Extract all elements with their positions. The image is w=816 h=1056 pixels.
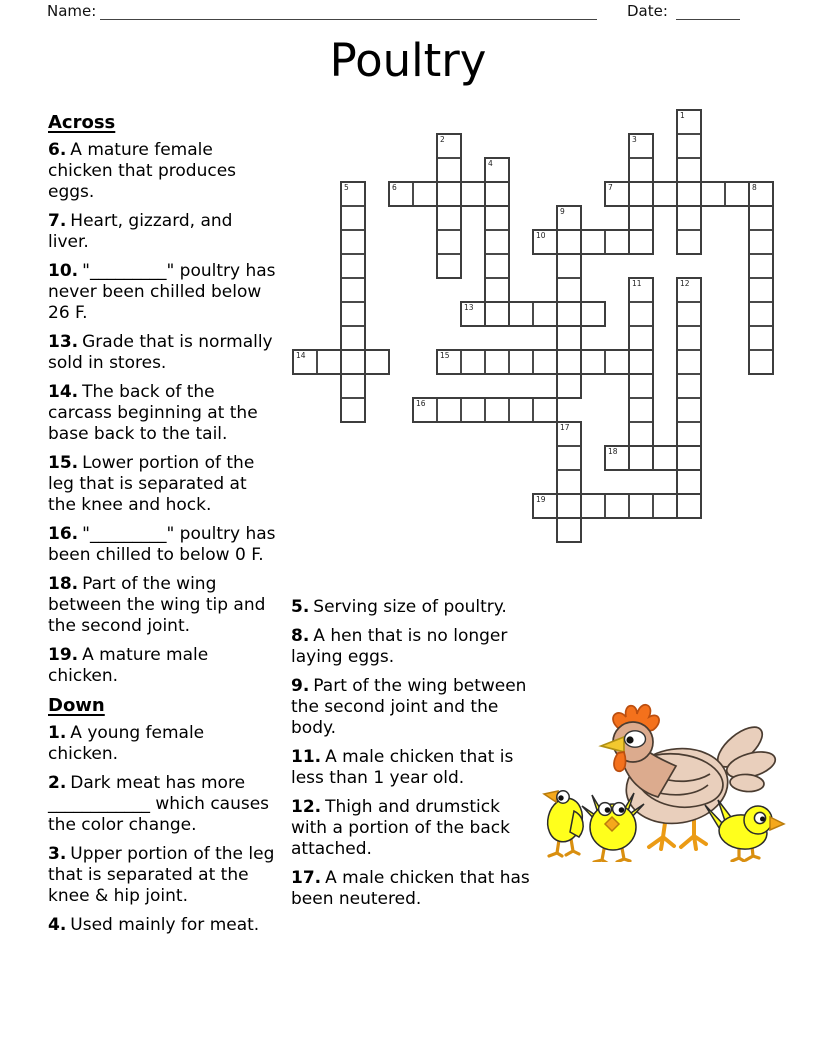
- grid-cell: [341, 206, 365, 230]
- hen-wattle: [614, 752, 626, 771]
- clue-text: Lower portion of the leg that is separated at the knee and hock.: [48, 453, 255, 515]
- grid-cell: [557, 350, 581, 374]
- grid-cell: [653, 446, 677, 470]
- grid-cell: [437, 206, 461, 230]
- clue-number: 14.: [48, 382, 79, 402]
- clue-across-18: [48, 574, 278, 637]
- clue-across-16: [48, 524, 278, 566]
- clue-down-11: [291, 747, 531, 789]
- grid-number: 12: [680, 279, 690, 288]
- grid-cell: [557, 278, 581, 302]
- grid-cell: [629, 158, 653, 182]
- hen-pupil: [626, 736, 633, 743]
- grid-number: 19: [536, 495, 546, 504]
- clue-text: Upper portion of the leg that is separated at the knee & hip joint.: [48, 844, 275, 906]
- grid-cell: [605, 494, 629, 518]
- clue-down-1: [48, 723, 278, 765]
- clue-down-8: [291, 626, 531, 668]
- grid-number: 13: [464, 303, 474, 312]
- clue-number: 8.: [291, 626, 310, 646]
- clue-down-3: [48, 844, 278, 907]
- clue-text: Used mainly for meat.: [70, 915, 260, 935]
- down-heading: Down: [48, 695, 105, 716]
- grid-number: 14: [296, 351, 306, 360]
- grid-number: 11: [632, 279, 642, 288]
- clue-number: 15.: [48, 453, 79, 473]
- grid-number: 8: [752, 183, 757, 192]
- grid-cell: [557, 230, 581, 254]
- grid-cell: [701, 182, 725, 206]
- grid-number: 7: [608, 183, 613, 192]
- grid-cell: [677, 446, 701, 470]
- grid-cell: [533, 398, 557, 422]
- grid-number: 2: [440, 135, 445, 144]
- clue-text: "_________" poultry has never been chilled below 26 F.: [48, 261, 276, 323]
- grid-cell: [557, 326, 581, 350]
- clue-text: The back of the carcass beginning at the base back to the tail.: [48, 382, 258, 444]
- chick-pupil: [558, 795, 563, 800]
- grid-cell: [677, 422, 701, 446]
- chick-pupil: [619, 807, 625, 813]
- grid-cell: [341, 302, 365, 326]
- grid-cell: [485, 254, 509, 278]
- clue-number: 13.: [48, 332, 79, 352]
- grid-cell: [485, 278, 509, 302]
- clue-down-2: [48, 773, 278, 836]
- grid-cell: [629, 422, 653, 446]
- grid-cell: [653, 182, 677, 206]
- grid-cell: [677, 494, 701, 518]
- clue-across-6: [48, 140, 278, 203]
- grid-cell: [629, 350, 653, 374]
- grid-cell: [557, 374, 581, 398]
- clue-number: 9.: [291, 676, 310, 696]
- grid-cell: [437, 254, 461, 278]
- clue-text: Grade that is normally sold in stores.: [48, 332, 273, 373]
- clue-number: 16.: [48, 524, 79, 544]
- clue-down-9: [291, 676, 531, 739]
- grid-cell: [341, 326, 365, 350]
- clue-text: Part of the wing between the wing tip and the second joint.: [48, 574, 266, 636]
- clue-across-10: [48, 261, 278, 324]
- date-line: [676, 2, 740, 20]
- grid-cell: [629, 302, 653, 326]
- chick-pupil: [605, 807, 611, 813]
- grid-cell: [629, 374, 653, 398]
- clue-number: 4.: [48, 915, 67, 935]
- clue-down-12: [291, 797, 531, 860]
- grid-cell: [557, 518, 581, 542]
- clue-text: A mature male chicken.: [48, 645, 209, 686]
- clue-number: 19.: [48, 645, 79, 665]
- grid-cell: [341, 350, 365, 374]
- clue-text: A mature female chicken that produces eggs.: [48, 140, 237, 202]
- grid-number: 9: [560, 207, 565, 216]
- clue-text: Dark meat has more ____________ which causes the color change.: [48, 773, 270, 835]
- grid-cell: [437, 182, 461, 206]
- grid-cell: [437, 230, 461, 254]
- chick-beak: [770, 817, 784, 830]
- clue-number: 3.: [48, 844, 67, 864]
- grid-cell: [533, 350, 557, 374]
- grid-number: 1: [680, 111, 685, 120]
- grid-cell: [341, 278, 365, 302]
- grid-cell: [413, 182, 437, 206]
- grid-cell: [629, 398, 653, 422]
- grid-cell: [461, 398, 485, 422]
- grid-number: 16: [416, 399, 426, 408]
- grid-cell: [677, 134, 701, 158]
- grid-cell: [581, 350, 605, 374]
- name-label: Name:: [47, 2, 97, 20]
- grid-cell: [581, 494, 605, 518]
- grid-cell: [461, 182, 485, 206]
- clue-text: Thigh and drumstick with a portion of the back attached.: [291, 797, 510, 859]
- clue-text: Part of the wing between the second joint and the body.: [291, 676, 527, 738]
- grid-cell: [629, 182, 653, 206]
- clue-down-5: [291, 597, 531, 618]
- clue-text: "_________" poultry has been chilled to below 0 F.: [48, 524, 276, 565]
- grid-cell: [341, 374, 365, 398]
- clue-number: 1.: [48, 723, 67, 743]
- hen-and-chicks-illustration: [534, 690, 816, 862]
- clue-number: 7.: [48, 211, 67, 231]
- grid-cell: [509, 398, 533, 422]
- clue-text: A young female chicken.: [48, 723, 205, 764]
- chick-illustration: [543, 791, 587, 856]
- clue-column-middle: [291, 597, 531, 918]
- clue-number: 12.: [291, 797, 322, 817]
- clue-number: 5.: [291, 597, 310, 617]
- grid-cell: [677, 350, 701, 374]
- clue-number: 10.: [48, 261, 79, 281]
- clue-across-14: [48, 382, 278, 445]
- grid-cell: [653, 494, 677, 518]
- grid-cell: [557, 446, 581, 470]
- clue-across-7: [48, 211, 278, 253]
- grid-cell: [749, 206, 773, 230]
- clue-text: A male chicken that is less than 1 year old.: [291, 747, 514, 788]
- grid-cell: [629, 230, 653, 254]
- grid-cell: [677, 182, 701, 206]
- grid-number: 6: [392, 183, 397, 192]
- grid-cell: [485, 350, 509, 374]
- grid-cell: [509, 302, 533, 326]
- grid-cell: [557, 494, 581, 518]
- grid-number: 3: [632, 135, 637, 144]
- grid-cell: [317, 350, 341, 374]
- grid-cell: [437, 158, 461, 182]
- grid-cell: [557, 302, 581, 326]
- chick-illustration: [705, 800, 784, 861]
- grid-cell: [749, 326, 773, 350]
- grid-cell: [605, 350, 629, 374]
- grid-cell: [509, 350, 533, 374]
- grid-cell: [677, 470, 701, 494]
- grid-number: 4: [488, 159, 493, 168]
- grid-number: 17: [560, 423, 570, 432]
- grid-cell: [629, 446, 653, 470]
- name-line: [100, 2, 597, 20]
- clue-text: Heart, gizzard, and liver.: [48, 211, 233, 252]
- grid-number: 10: [536, 231, 546, 240]
- chick-pupil: [760, 817, 765, 822]
- grid-cell: [365, 350, 389, 374]
- grid-cell: [485, 398, 509, 422]
- grid-cell: [557, 470, 581, 494]
- clue-number: 11.: [291, 747, 322, 767]
- grid-cell: [629, 494, 653, 518]
- grid-number: 5: [344, 183, 349, 192]
- across-heading: Across: [48, 112, 116, 133]
- clue-down-17: [291, 868, 531, 910]
- grid-number: 18: [608, 447, 618, 456]
- grid-cell: [341, 230, 365, 254]
- clue-text: A hen that is no longer laying eggs.: [291, 626, 508, 667]
- clue-number: 17.: [291, 868, 322, 888]
- grid-cell: [341, 398, 365, 422]
- grid-cell: [485, 182, 509, 206]
- clue-number: 6.: [48, 140, 67, 160]
- chick-beak: [544, 791, 558, 802]
- clue-down-4: [48, 915, 278, 936]
- clue-across-19: [48, 645, 278, 687]
- grid-cell: [677, 302, 701, 326]
- grid-cell: [533, 302, 557, 326]
- date-label: Date:: [627, 2, 668, 20]
- grid-cell: [629, 206, 653, 230]
- clue-text: Serving size of poultry.: [313, 597, 507, 617]
- grid-cell: [749, 278, 773, 302]
- grid-cell: [677, 374, 701, 398]
- grid-cell: [485, 302, 509, 326]
- grid-cell: [677, 230, 701, 254]
- crossword-grid: [293, 110, 773, 542]
- grid-cell: [485, 206, 509, 230]
- grid-cell: [437, 398, 461, 422]
- grid-cell: [581, 230, 605, 254]
- clue-number: 2.: [48, 773, 67, 793]
- clue-column-left: [48, 112, 278, 944]
- page-title: Poultry: [329, 34, 487, 87]
- clue-text: A male chicken that has been neutered.: [291, 868, 530, 909]
- clue-across-15: [48, 453, 278, 516]
- grid-cell: [581, 302, 605, 326]
- clue-across-13: [48, 332, 278, 374]
- grid-cell: [749, 302, 773, 326]
- grid-cell: [557, 254, 581, 278]
- grid-cell: [485, 230, 509, 254]
- grid-cell: [749, 350, 773, 374]
- grid-cell: [605, 230, 629, 254]
- clue-number: 18.: [48, 574, 79, 594]
- grid-cell: [677, 206, 701, 230]
- grid-number: 15: [440, 351, 450, 360]
- grid-cell: [341, 254, 365, 278]
- grid-cell: [749, 230, 773, 254]
- grid-cell: [677, 398, 701, 422]
- grid-cell: [677, 326, 701, 350]
- grid-cell: [677, 158, 701, 182]
- grid-cell: [749, 254, 773, 278]
- grid-cell: [461, 350, 485, 374]
- grid-cell: [629, 326, 653, 350]
- grid-cell: [725, 182, 749, 206]
